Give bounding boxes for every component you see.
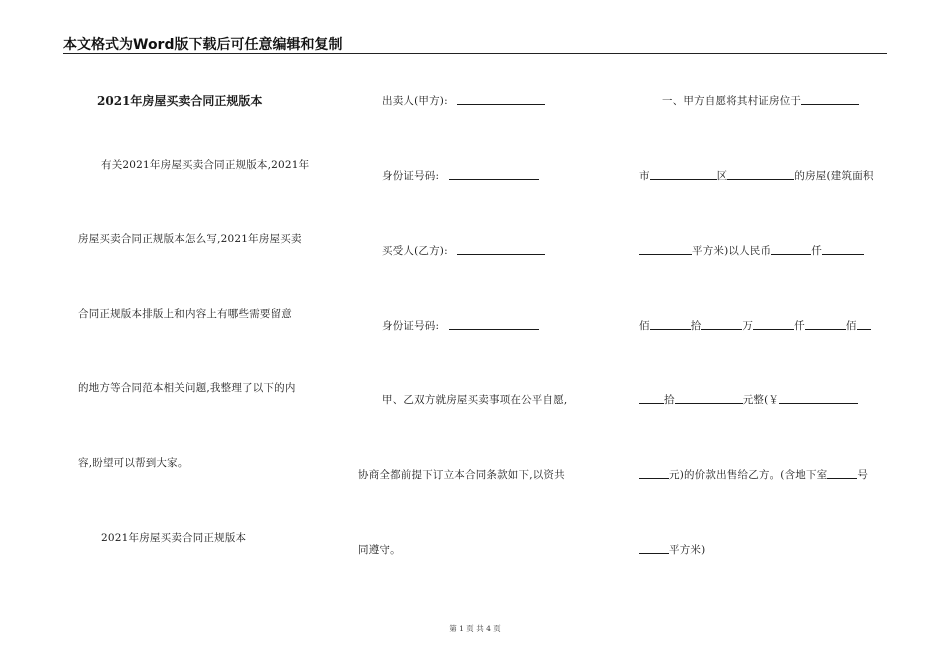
district-label: 区 [716, 170, 728, 182]
clause-1-line-2 [639, 168, 874, 183]
page-header-banner: 本文格式为Word版下载后可任意编辑和复制 [63, 37, 343, 53]
buyer-row [382, 243, 545, 258]
sale-text: 元)的价款出售给乙方。(含地下室 [669, 469, 828, 481]
city-label: 市 [639, 170, 650, 182]
seller-label: 出卖人(甲方): [382, 95, 448, 107]
agreement-line-2: 协商全都前提下订立本合同条款如下,以资共 [358, 469, 565, 481]
seller-blank [457, 94, 545, 105]
buyer-id-row [382, 318, 539, 333]
qian2-label: 仟 [794, 320, 805, 332]
yuan-label: 元整(￥ [742, 394, 780, 406]
intro-line-1: 有关2021年房屋买卖合同正规版本,2021年 [101, 159, 310, 171]
price-qian-wan-blank [771, 244, 811, 255]
amount-blank [779, 393, 858, 404]
district-blank [727, 169, 794, 180]
clause-1-line-5 [639, 392, 858, 407]
clause-1-line-1 [662, 93, 859, 108]
intro-line-5: 容,盼望可以帮到大家。 [78, 457, 189, 469]
clause-1-line-4 [639, 318, 871, 333]
agreement-line-1: 甲、乙双方就房屋买卖事项在公平自愿, [382, 394, 568, 406]
location-blank [801, 94, 859, 105]
clause-1-line-7 [639, 542, 705, 557]
house-area-label: 的房屋(建筑面积 [794, 170, 874, 182]
area-blank [639, 244, 692, 255]
qian-label: 仟 [811, 245, 822, 257]
basement-area-unit: 平方米) [669, 544, 706, 556]
clause-1-line-3 [639, 243, 864, 258]
section-subtitle: 2021年房屋买卖合同正规版本 [101, 532, 247, 544]
blank-d [805, 319, 846, 330]
blank-c [753, 319, 794, 330]
page-number: 第 1 页 共 4 页 [449, 624, 501, 633]
buyer-id-blank [449, 319, 539, 330]
blank-h [639, 468, 669, 479]
clause-1-text: 一、甲方自愿将其村证房位于 [662, 95, 802, 107]
seller-row [382, 93, 545, 108]
seller-id-label: 身份证号码: [382, 170, 440, 182]
blank-e [857, 319, 871, 330]
intro-line-3: 合同正规版本排版上和内容上有哪些需要留意 [78, 308, 292, 320]
buyer-id-label: 身份证号码: [382, 320, 440, 332]
bai-label: 佰 [639, 320, 650, 332]
shi2-label: 拾 [664, 394, 675, 406]
seller-id-row [382, 168, 539, 183]
price-bai-wan-blank [822, 244, 864, 255]
header-divider [63, 53, 887, 54]
buyer-label: 买受人(乙方): [382, 245, 448, 257]
blank-g [675, 393, 743, 404]
shi-label: 拾 [690, 320, 702, 332]
seller-id-blank [449, 169, 539, 180]
document-title: 2021年房屋买卖合同正规版本 [97, 94, 263, 108]
buyer-blank [457, 244, 545, 255]
blank-b [701, 319, 742, 330]
city-blank [650, 169, 717, 180]
basement-blank [827, 468, 857, 479]
blank-f [639, 393, 664, 404]
clause-1-line-6 [639, 467, 868, 482]
intro-line-2: 房屋买卖合同正规版本怎么写,2021年房屋买卖 [78, 233, 302, 245]
blank-a [650, 319, 691, 330]
area-unit-label: 平方米)以人民币 [692, 245, 772, 257]
basement-area-blank [639, 543, 669, 554]
bai2-label: 佰 [845, 320, 857, 332]
agreement-line-3: 同遵守。 [358, 544, 401, 556]
wan-label: 万 [742, 320, 754, 332]
number-label: 号 [857, 469, 869, 481]
intro-line-4: 的地方等合同范本相关问题,我整理了以下的内 [78, 382, 296, 394]
